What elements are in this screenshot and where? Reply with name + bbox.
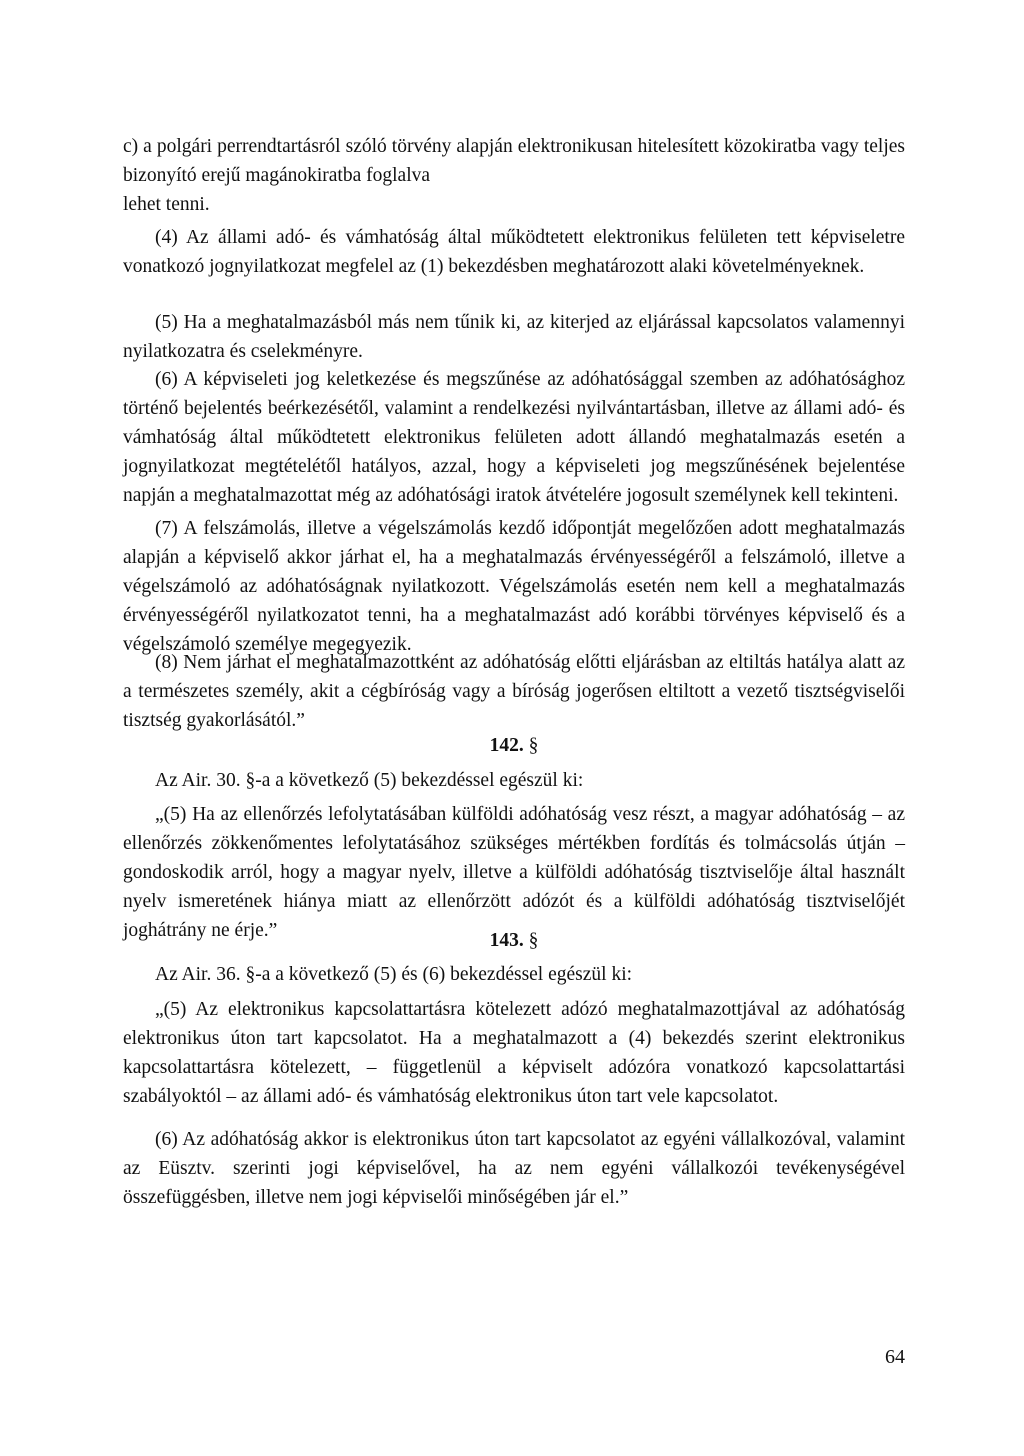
section-heading-143 — [123, 926, 905, 955]
amendment-intro-36: Az Air. 36. §-a a következő (5) és (6) bekezdéssel egészül ki: — [155, 964, 633, 985]
paragraph-5: (5) Ha a meghatalmazásból más nem tűnik ki, az kiterjed az eljárással kapcsolatos valamennyi nyilatkozatra és cselekményre. — [123, 312, 905, 362]
amendment-36-6: (6) Az adóhatóság akkor is elektronikus úton tart kapcsolatot az egyéni vállalkozóval, valamint az Eüsztv. szerinti jogi képviselővel, ha az nem egyéni vállalkozói tevékenységével összefüggésben, illetve nem jogi képviselői minőségében jár el.” — [123, 1129, 905, 1208]
amendment-intro-30: Az Air. 30. §-a a következő (5) bekezdéssel egészül ki: — [155, 770, 584, 791]
amendment-30-5: „(5) Ha az ellenőrzés lefolytatásában külföldi adóhatóság vesz részt, a magyar adóhatóság – az ellenőrzés zökkenőmentes lefolytatásához szükséges mértékben fordítás és tolmácsolás útján – gondoskodik arról, hogy a magyar nyelv, illetve a külföldi adóhatóság tisztviselője által használt nyelv ismeretének hiánya miatt az ellenőrzött adózót és a külföldi adóhatóság tisztviselőjét joghátrány ne érje.” — [123, 804, 905, 941]
section-number: 142. — [489, 735, 524, 756]
paragraph-c-continuation: lehet tenni. — [123, 194, 210, 215]
paragraph-6: (6) A képviseleti jog keletkezése és megszűnése az adóhatósággal szemben az adóhatósághoz történő bejelentés beérkezésétől, valamint a rendelkezési nyilvántartásban, illetve az állami adó- és vámhatóság által működtetett elektronikus felületen adott állandó meghatalmazás esetén a jognyilatkozat megtételétől hatályos, azzal, hogy a képviseleti jog megszűnésének bejelentése napján a meghatalmazottat még az adóhatósági iratok átvételére jogosult személynek kell tekinteni. — [123, 369, 905, 506]
section-number: 143. — [489, 930, 524, 951]
paragraph-c: c) a polgári perrendtartásról szóló törvény alapján elektronikusan hitelesített közokiratba vagy teljes bizonyító erejű magánokiratba foglalva — [123, 136, 905, 186]
amendment-36-5: „(5) Az elektronikus kapcsolattartásra kötelezett adózó meghatalmazottjával az adóhatóság elektronikus úton tart kapcsolatot. Ha a meghatalmazott a (4) bekezdés szerint elektronikus kapcsolattartásra kötelezett, – függetlenül a képviselt adózóra vonatkozó kapcsolattartási szabályoktól – az állami adó- és vámhatóság elektronikus úton tart vele kapcsolatot. — [123, 999, 905, 1107]
section-sign-icon: § — [528, 930, 539, 951]
section-heading-142 — [123, 731, 905, 760]
paragraph-8: (8) Nem járhat el meghatalmazottként az adóhatóság előtti eljárásban az eltiltás hatálya alatt az a természetes személy, akit a cégbíróság vagy a bíróság jogerősen eltiltott a vezető tisztségviselői tisztség gyakorlásától.” — [123, 652, 905, 731]
paragraph-7: (7) A felszámolás, illetve a végelszámolás kezdő időpontját megelőzően adott meghatalmazás alapján a képviselő akkor járhat el, ha a meghatalmazás érvényességéről a felszámoló, illetve a végelszámoló az adóhatóságnak nyilatkozott. Végelszámolás esetén nem kell a meghatalmazás érvényességéről nyilatkozatot tenni, ha a meghatalmazást adó korábbi törvényes képviselő és a végelszámoló személye megegyezik. — [123, 518, 905, 655]
paragraph-4: (4) Az állami adó- és vámhatóság által működtetett elektronikus felületen tett képviseletre vonatkozó jognyilatkozat megfelel az (1) bekezdésben meghatározott alaki követelményeknek. — [123, 227, 905, 277]
page-number: 64 — [885, 1346, 905, 1368]
section-sign-icon: § — [528, 735, 539, 756]
